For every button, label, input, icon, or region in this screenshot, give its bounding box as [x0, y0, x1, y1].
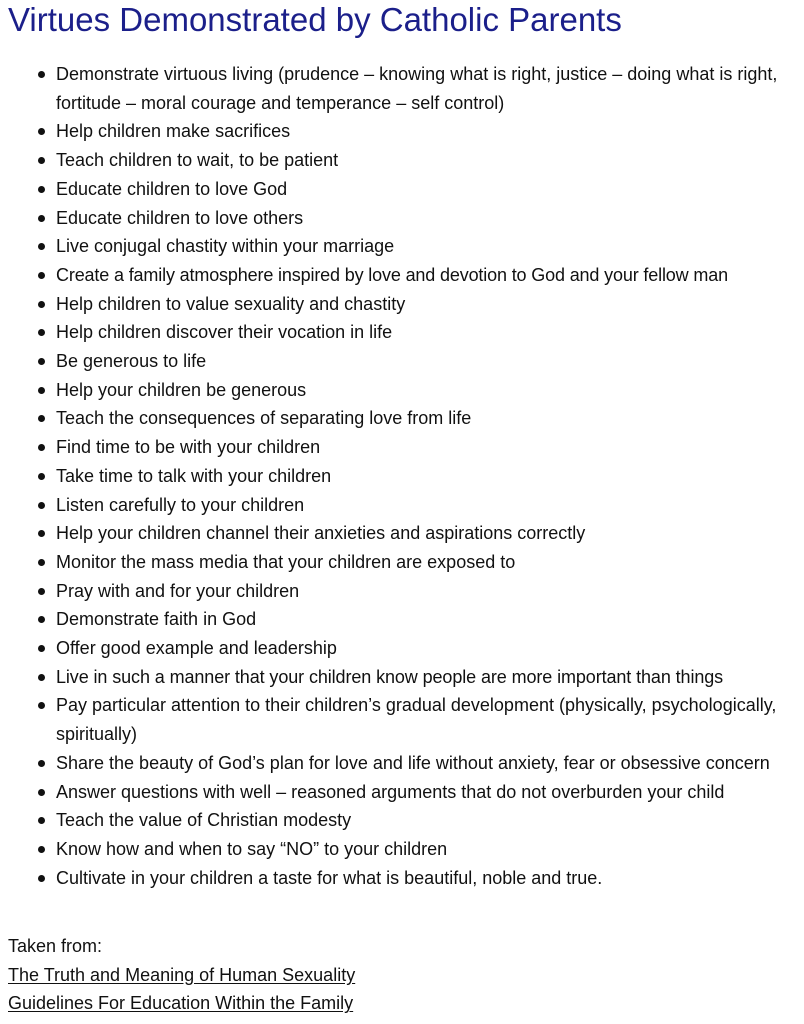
bullet-icon	[38, 473, 45, 480]
bullet-icon	[38, 128, 45, 135]
bullet-icon	[38, 444, 45, 451]
list-item	[56, 376, 804, 405]
list-item	[56, 404, 804, 433]
list-item	[56, 433, 804, 462]
list-item-text: Educate children to love God	[56, 178, 288, 199]
bullet-icon	[38, 186, 45, 193]
list-item-text: Pray with and for your children	[56, 580, 300, 601]
list-item	[56, 347, 804, 376]
source-label: Taken from:	[8, 936, 103, 956]
list-item-text: Monitor the mass media that your children are exposed to	[56, 551, 516, 572]
list-item	[56, 318, 804, 347]
list-item-text: Listen carefully to your children	[56, 494, 305, 515]
list-item	[56, 634, 804, 663]
list-item	[56, 749, 804, 778]
bullet-icon	[38, 702, 45, 709]
bullet-icon	[38, 272, 45, 279]
list-item-text: Be generous to life	[56, 351, 207, 372]
list-item-text: Help children discover their vocation in life	[56, 322, 393, 343]
list-item-text: Know how and when to say “NO” to your children	[56, 838, 448, 859]
list-item	[56, 175, 804, 204]
list-item	[56, 519, 804, 548]
bullet-icon	[38, 243, 45, 250]
bullet-icon	[38, 875, 45, 882]
source-link-truth-and-meaning[interactable]: The Truth and Meaning of Human Sexuality	[8, 964, 356, 985]
bullet-icon	[38, 415, 45, 422]
bullet-icon	[38, 301, 45, 308]
list-item	[56, 864, 804, 893]
list-item-text: Pay particular attention to their children’s gradual development (physically, psychologically, spiritually)	[56, 695, 777, 745]
list-item-text: Share the beauty of God’s plan for love and life without anxiety, fear or obsessive concern	[56, 752, 770, 773]
bullet-icon	[38, 817, 45, 824]
list-item-text: Take time to talk with your children	[56, 465, 332, 486]
list-item-text: Help your children channel their anxieties and aspirations correctly	[56, 523, 586, 544]
list-item	[56, 491, 804, 520]
bullet-icon	[38, 760, 45, 767]
list-item-text: Cultivate in your children a taste for what is beautiful, noble and true.	[56, 867, 603, 888]
list-item	[56, 290, 804, 319]
list-item-text: Teach the value of Christian modesty	[56, 810, 352, 831]
list-item	[56, 261, 804, 290]
list-item-text: Teach the consequences of separating love from life	[56, 408, 472, 429]
bullet-icon	[38, 387, 45, 394]
list-item-text: Demonstrate virtuous living (prudence – knowing what is right, justice – doing what is right, fortitude – moral courage and temperance – self control)	[56, 64, 778, 113]
list-item-text: Demonstrate faith in God	[56, 609, 257, 630]
list-item-text: Help children make sacrifices	[56, 121, 291, 142]
list-item	[56, 806, 804, 835]
list-item-text: Educate children to love others	[56, 207, 304, 228]
list-item-text: Find time to be with your children	[56, 437, 321, 458]
list-item	[56, 462, 804, 491]
bullet-icon	[38, 329, 45, 336]
list-item-text: Help your children be generous	[56, 379, 307, 400]
bullet-icon	[38, 530, 45, 537]
bullet-icon	[38, 674, 45, 681]
bullet-icon	[38, 645, 45, 652]
list-item-text: Answer questions with well – reasoned arguments that do not overburden your child	[56, 781, 725, 802]
source-link-guidelines[interactable]: Guidelines For Education Within the Family	[8, 993, 354, 1014]
page-title: Virtues Demonstrated by Catholic Parents	[8, 1, 622, 38]
list-item-text: Help children to value sexuality and chastity	[56, 293, 406, 314]
list-item	[56, 232, 804, 261]
list-item	[56, 60, 804, 117]
list-item-text: Teach children to wait, to be patient	[56, 150, 339, 171]
bullet-icon	[38, 215, 45, 222]
virtue-list	[0, 60, 804, 892]
list-item	[56, 778, 804, 807]
list-item	[56, 204, 804, 233]
bullet-icon	[38, 502, 45, 509]
bullet-icon	[38, 846, 45, 853]
bullet-icon	[38, 358, 45, 365]
list-item	[56, 835, 804, 864]
bullet-icon	[38, 559, 45, 566]
list-item	[56, 691, 804, 748]
list-item	[56, 663, 804, 692]
bullet-icon	[38, 588, 45, 595]
bullet-icon	[38, 157, 45, 164]
source-block	[8, 932, 355, 1018]
list-item	[56, 117, 804, 146]
bullet-icon	[38, 789, 45, 796]
list-item	[56, 146, 804, 175]
list-item-text: Live conjugal chastity within your marriage	[56, 236, 395, 257]
list-item-text: Offer good example and leadership	[56, 638, 337, 659]
bullet-icon	[38, 616, 45, 623]
list-item-text: Create a family atmosphere inspired by love and devotion to God and your fellow man	[56, 264, 728, 285]
bullet-icon	[38, 71, 45, 78]
list-item-text: Live in such a manner that your children know people are more important than things	[56, 666, 724, 687]
list-item	[56, 605, 804, 634]
list-item	[56, 548, 804, 577]
list-item	[56, 577, 804, 606]
